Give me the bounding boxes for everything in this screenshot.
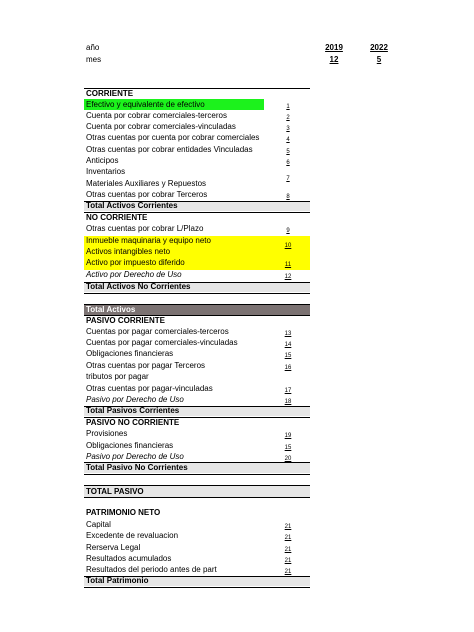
note-resultados-periodo: 21: [284, 569, 292, 575]
row-pasivo-derecho-uso: Pasivo por Derecho de Uso: [86, 395, 184, 404]
note-inventarios: 7: [286, 176, 290, 182]
total-pasivo: TOTAL PASIVO: [86, 487, 144, 496]
row-otras-cxp-vinculadas: Otras cuentas por pagar-vinculadas: [86, 384, 213, 393]
col1-month: 12: [329, 55, 339, 64]
note-pasivo-derecho-uso: 18: [284, 399, 292, 405]
note-reserva: 21: [284, 547, 292, 553]
divider: [84, 474, 310, 475]
row-resultados-periodo: Resultados del periodo antes de part: [86, 565, 217, 574]
row-inmueble: Inmueble maquinaria y equipo neto: [86, 236, 211, 245]
row-efectivo: Efectivo y equivalente de efectivo: [86, 100, 205, 109]
row-pasivo-derecho-uso-nc: Pasivo por Derecho de Uso: [86, 452, 184, 461]
note-anticipos: 6: [286, 160, 290, 166]
note-otras-cxp-terceros: 16: [284, 365, 292, 371]
total-patrimonio: Total Patrimonio: [86, 576, 149, 585]
row-intangibles: Activos intangibles neto: [86, 247, 171, 256]
note-otras-cxp-vinculadas: 17: [284, 388, 292, 394]
note-impuesto-diferido: 11: [284, 262, 292, 268]
divider: [84, 587, 310, 588]
total-activos-corrientes: Total Activos Corrientes: [86, 201, 178, 210]
divider: [84, 497, 310, 498]
total-pasivo-no-corrientes: Total Pasivo No Corrientes: [86, 463, 188, 472]
section-patrimonio-neto: PATRIMONIO NETO: [86, 508, 161, 517]
note-excedente: 21: [284, 535, 292, 541]
note-pasivo-derecho-uso-nc: 20: [284, 456, 292, 462]
row-materiales: Materiales Auxiliares y Repuestos: [86, 179, 207, 188]
divider: [84, 485, 310, 486]
section-pasivo-corriente: PASIVO CORRIENTE: [86, 316, 165, 325]
row-provisiones: Provisiones: [86, 429, 128, 438]
row-cxc-vinculadas: Cuenta por cobrar comerciales-vinculadas: [86, 122, 236, 131]
note-otras-cxc-comerciales: 4: [286, 137, 290, 143]
row-excedente: Excedente de revaluacion: [86, 531, 179, 540]
row-impuesto-diferido: Activo por impuesto diferido: [86, 258, 185, 267]
divider: [84, 293, 310, 294]
note-otras-cxc-lplazo: 9: [286, 228, 290, 234]
total-activos-no-corrientes: Total Activos No Corrientes: [86, 282, 191, 291]
row-activo-derecho-uso: Activo por Derecho de Uso: [86, 270, 182, 279]
row-obligaciones-financieras: Obligaciones financieras: [86, 349, 174, 358]
row-inventarios: Inventarios: [86, 167, 126, 176]
total-pasivos-corrientes: Total Pasivos Corrientes: [86, 406, 180, 415]
col1-year: 2019: [325, 43, 343, 52]
row-resultados-acumulados: Resultados acumulados: [86, 554, 172, 563]
month-label: mes: [86, 55, 102, 64]
note-capital: 21: [284, 524, 292, 530]
note-resultados-acumulados: 21: [284, 558, 292, 564]
note-cxc-terceros: 2: [286, 115, 290, 121]
col2-year: 2022: [370, 43, 388, 52]
note-cxp-terceros: 13: [284, 331, 292, 337]
note-cxc-vinculadas: 3: [286, 126, 290, 132]
year-label: año: [86, 43, 100, 52]
col2-month: 5: [376, 55, 382, 64]
row-cxp-terceros: Cuentas por pagar comerciales-terceros: [86, 327, 229, 336]
row-capital: Capital: [86, 520, 111, 529]
row-otras-cxc-lplazo: Otras cuentas por cobrar L/Plazo: [86, 224, 204, 233]
row-otras-cxc-comerciales: Otras cuentas por cuenta por cobrar comerciales: [86, 133, 260, 142]
row-otras-cxp-terceros: Otras cuentas por pagar Terceros: [86, 361, 206, 370]
row-cxc-terceros: Cuenta por cobrar comerciales-terceros: [86, 111, 227, 120]
note-obligaciones-financieras: 15: [284, 353, 292, 359]
row-tributos: tributos por pagar: [86, 372, 149, 381]
row-anticipos: Anticipos: [86, 156, 119, 165]
note-provisiones: 19: [284, 433, 292, 439]
note-otras-cxc-terceros: 8: [286, 194, 290, 200]
section-no-corriente: NO CORRIENTE: [86, 213, 148, 222]
note-efectivo: 1: [286, 104, 290, 110]
section-pasivo-no-corriente: PASIVO NO CORRIENTE: [86, 418, 180, 427]
row-cxp-vinculadas: Cuentas por pagar comerciales-vinculadas: [86, 338, 238, 347]
row-otras-cxc-terceros: Otras cuentas por cobrar Terceros: [86, 190, 208, 199]
row-reserva: Rerserva Legal: [86, 543, 141, 552]
note-activo-derecho-uso: 12: [284, 274, 292, 280]
note-otras-cxc-vinculadas: 5: [286, 149, 290, 155]
row-obligaciones-financieras-nc: Obligaciones financieras: [86, 441, 174, 450]
total-activos: Total Activos: [86, 305, 136, 314]
section-corriente: CORRIENTE: [86, 89, 134, 98]
note-inmueble: 10: [284, 243, 292, 249]
note-cxp-vinculadas: 14: [284, 342, 292, 348]
row-otras-cxc-vinculadas: Otras cuentas por cobrar entidades Vinculadas: [86, 145, 253, 154]
note-obligaciones-financieras-nc: 15: [284, 445, 292, 451]
